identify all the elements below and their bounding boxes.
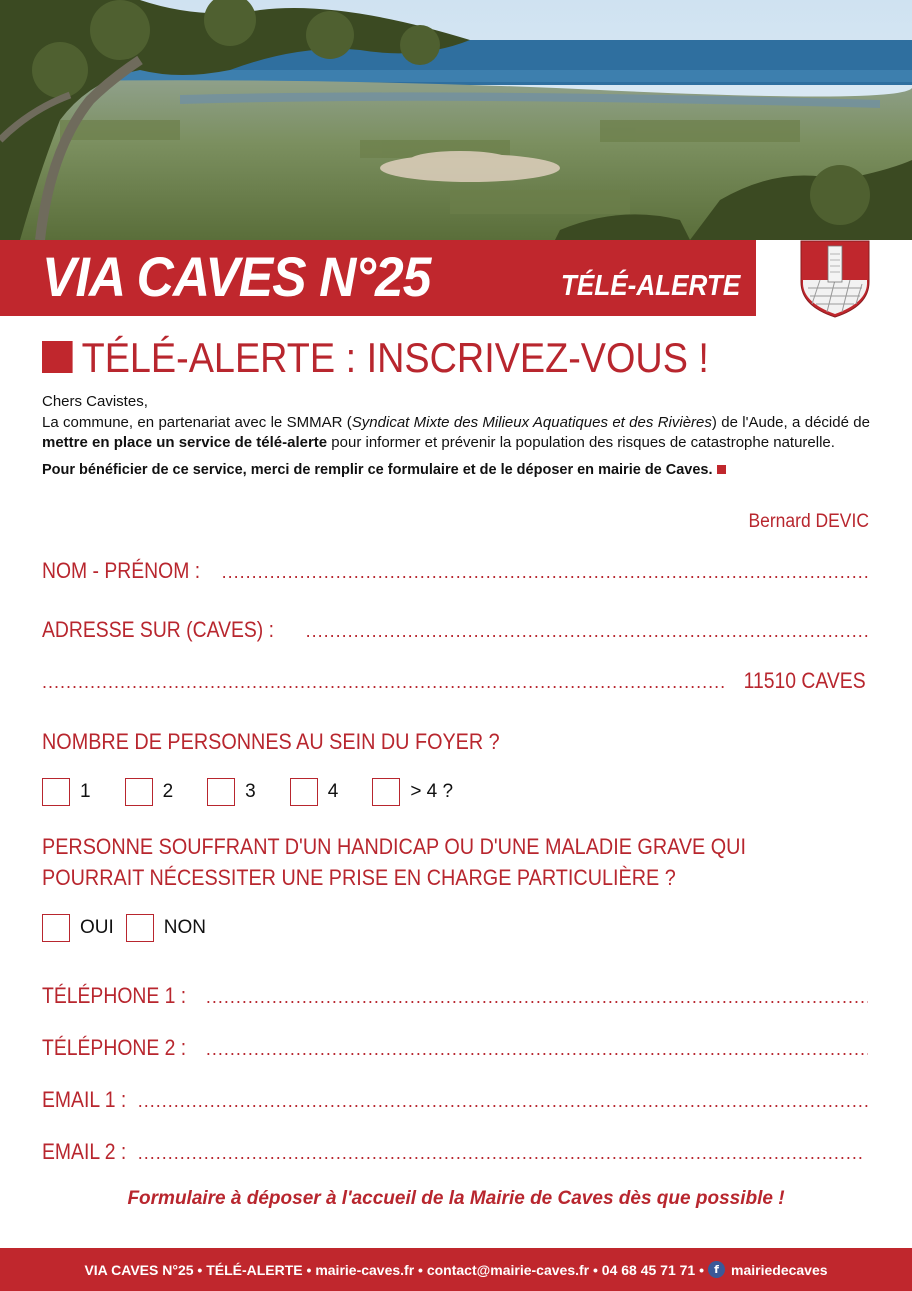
household-option-2[interactable]	[125, 778, 208, 806]
household-option-more[interactable]	[372, 778, 487, 806]
address-field[interactable]	[42, 617, 868, 643]
hero-photo	[0, 0, 912, 240]
phone1-dotted-line[interactable]	[206, 987, 868, 1008]
option-label: 1	[80, 781, 91, 802]
signature: Bernard DEVIC	[748, 511, 869, 532]
option-label: NON	[163, 917, 207, 938]
phone1-label: TÉLÉPHONE 1 :	[42, 983, 187, 1008]
email2-field[interactable]	[42, 1139, 862, 1165]
city-label: 11510 CAVES	[744, 668, 866, 693]
name-field[interactable]	[42, 558, 868, 584]
email1-label: EMAIL 1 :	[42, 1087, 127, 1112]
address-dotted-line[interactable]	[306, 621, 868, 642]
end-square-icon	[717, 465, 726, 474]
intro-text-b: ) de l'Aude, a décidé de	[711, 413, 870, 431]
option-label: > 4 ?	[410, 781, 454, 802]
greeting: Chers Cavistes,	[42, 393, 148, 410]
household-options	[42, 778, 487, 806]
heading-text: TÉLÉ-ALERTE : INSCRIVEZ-VOUS !	[81, 334, 709, 381]
checkbox[interactable]	[42, 778, 70, 806]
newsletter-title: VIA CAVES N°25	[42, 245, 431, 308]
intro-text-italic: Syndicat Mixte des Milieux Aquatiques et des Rivières	[351, 413, 712, 431]
facebook-handle[interactable]: mairiedecaves	[731, 1261, 828, 1278]
checkbox[interactable]	[372, 778, 400, 806]
option-label: 2	[162, 781, 174, 802]
address-label: ADRESSE SUR (CAVES) :	[42, 617, 275, 642]
email2-label: EMAIL 2 :	[42, 1139, 127, 1164]
email1-field[interactable]	[42, 1087, 868, 1113]
handicap-option-no[interactable]	[126, 914, 240, 942]
intro-call-to-action	[42, 460, 870, 481]
handicap-options	[42, 914, 240, 942]
intro-paragraph	[42, 413, 870, 454]
option-label: 3	[245, 781, 256, 802]
address-line-2-field[interactable]	[42, 668, 866, 694]
name-dotted-line[interactable]	[222, 562, 868, 583]
footer-text: VIA CAVES N°25 • TÉLÉ-ALERTE • mairie-caves.fr • contact@mairie-caves.fr • 04 68 45 71 71 •	[84, 1261, 705, 1278]
email1-dotted-line[interactable]	[138, 1091, 868, 1112]
facebook-icon[interactable]: f	[708, 1261, 725, 1278]
heading-square-icon	[42, 341, 73, 373]
household-option-3[interactable]	[207, 778, 290, 806]
phone1-field[interactable]	[42, 983, 868, 1009]
phone2-field[interactable]	[42, 1035, 868, 1061]
phone2-label: TÉLÉPHONE 2 :	[42, 1035, 187, 1060]
footer	[0, 1248, 912, 1291]
page-heading	[42, 334, 709, 382]
email2-dotted-line[interactable]	[138, 1143, 862, 1164]
title-band	[0, 240, 756, 316]
coat-of-arms-icon	[800, 240, 870, 318]
checkbox[interactable]	[207, 778, 235, 806]
closing-note: Formulaire à déposer à l'accueil de la Mairie de Caves dès que possible !	[127, 1188, 785, 1209]
newsletter-section: TÉLÉ-ALERTE	[560, 270, 740, 302]
household-option-4[interactable]	[290, 778, 373, 806]
checkbox[interactable]	[126, 914, 154, 942]
intro-text-bold: mettre en place un service de télé-alerte	[42, 434, 328, 451]
checkbox[interactable]	[125, 778, 153, 806]
intro-text-a: La commune, en partenariat avec le SMMAR (	[42, 413, 352, 431]
handicap-option-yes[interactable]	[42, 914, 126, 942]
checkbox[interactable]	[290, 778, 318, 806]
household-question: NOMBRE DE PERSONNES AU SEIN DU FOYER ?	[42, 729, 500, 754]
household-option-1[interactable]	[42, 778, 125, 806]
intro-text	[42, 392, 870, 480]
checkbox[interactable]	[42, 914, 70, 942]
option-label: 4	[327, 781, 339, 802]
call-text: Pour bénéficier de ce service, merci de remplir ce formulaire et de le déposer en mairie de Caves.	[42, 461, 713, 478]
address-line-2-dotted-line[interactable]	[42, 672, 727, 693]
phone2-dotted-line[interactable]	[206, 1039, 868, 1060]
intro-text-c: pour informer et prévenir la population des risques de catastrophe naturelle.	[327, 434, 835, 451]
option-label: OUI	[80, 917, 114, 938]
name-label: NOM - PRÉNOM :	[42, 558, 201, 583]
handicap-question: PERSONNE SOUFFRANT D'UN HANDICAP OU D'UNE MALADIE GRAVE QUI POURRAIT NÉCESSITER UNE PRISE EN CHARGE PARTICULIÈRE ?	[42, 834, 746, 890]
